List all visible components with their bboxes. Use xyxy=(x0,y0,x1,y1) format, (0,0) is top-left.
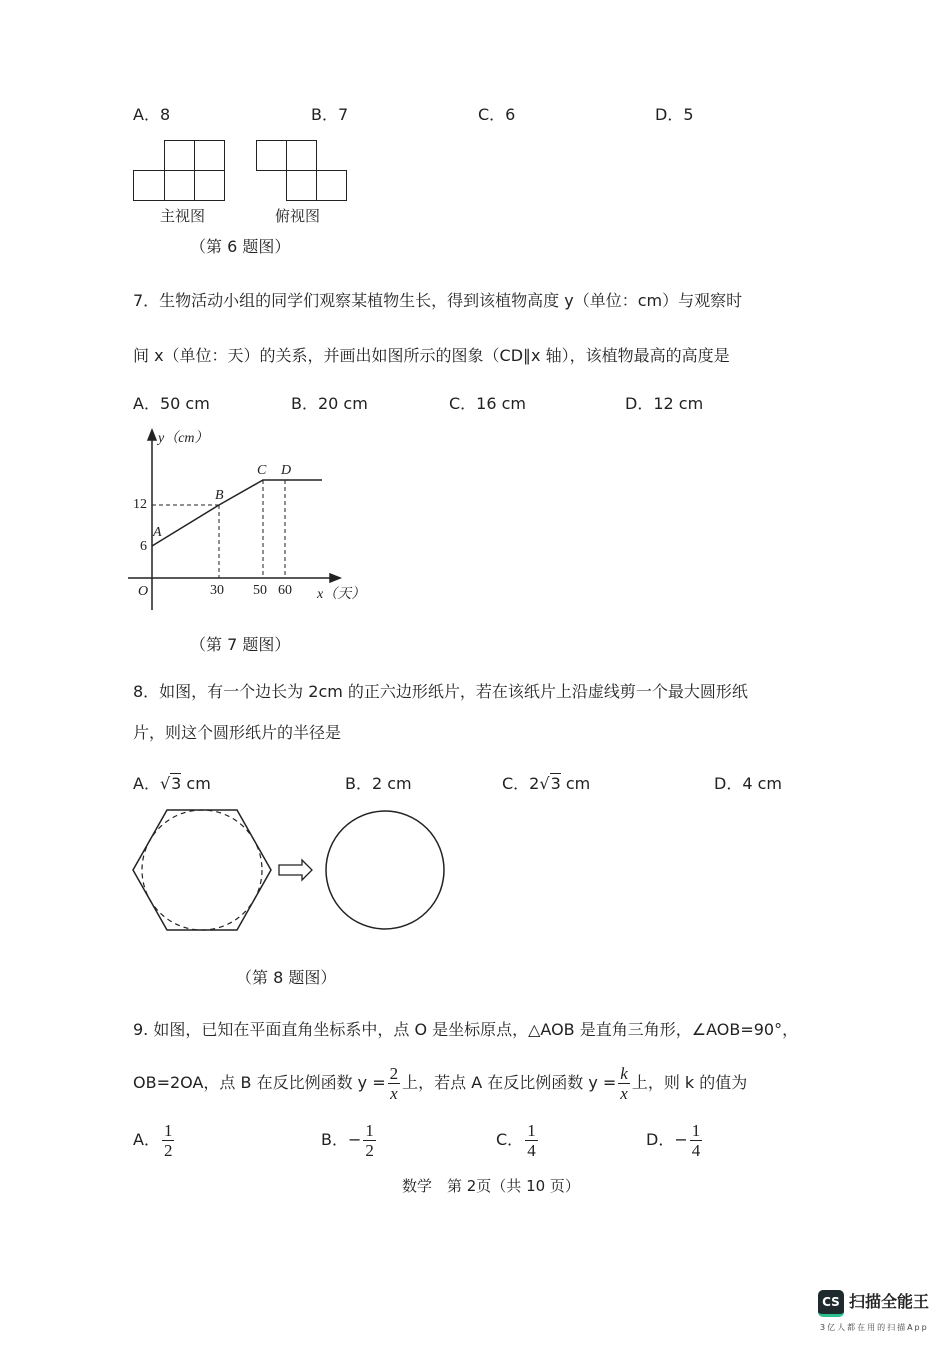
top-view-label: 俯视图 xyxy=(275,207,321,225)
q7-text-line1: 7．生物活动小组的同学们观察某植物生长，得到该植物高度 y（单位：cm）与观察时 xyxy=(133,291,743,310)
q8-option-a: A．√3 cm xyxy=(133,774,211,793)
arrow-right-icon xyxy=(279,860,312,880)
q6-option-b: B．7 xyxy=(311,105,349,124)
point-b-label: B xyxy=(215,488,224,503)
q8-text-line2: 片，则这个圆形纸片的半径是 xyxy=(133,723,342,742)
point-d-label: D xyxy=(281,463,292,478)
camscanner-name: 扫描全能王 xyxy=(849,1292,930,1311)
q8-option-d: D．4 cm xyxy=(714,774,782,793)
q7-option-b: B．20 cm xyxy=(291,394,368,413)
q7-option-d: D．12 cm xyxy=(625,394,704,413)
q8-caption: （第 8 题图） xyxy=(236,968,337,987)
x-tick-50: 50 xyxy=(253,583,267,598)
hexagon xyxy=(133,810,271,930)
cut-circle xyxy=(326,811,444,929)
page-footer: 数学 第 2页（共 10 页） xyxy=(402,1177,580,1195)
q7-text-line2: 间 x（单位：天）的关系，并画出如图所示的图象（CD∥x 轴），该植物最高的高度是 xyxy=(133,346,730,365)
q9-option-a: A． $\frac{1}{2}$ xyxy=(133,1121,173,1160)
q6-option-a: A．8 xyxy=(133,105,171,124)
q6-caption: （第 6 题图） xyxy=(190,237,291,256)
q7-option-c: C．16 cm xyxy=(449,394,527,413)
point-c-label: C xyxy=(257,463,267,478)
y-axis-arrow xyxy=(148,430,156,440)
front-view-label: 主视图 xyxy=(160,207,206,225)
q6-option-d: D．5 xyxy=(655,105,694,124)
q8-option-b: B．2 cm xyxy=(345,774,412,793)
x-axis-label: x（天） xyxy=(317,587,366,602)
camscanner-tagline: 3亿人都在用的扫描App xyxy=(820,1323,929,1332)
q9-text-line2: OB=2OA，点 B 在反比例函数 y = $\frac{2}{x}$ 上，若点 A 在反比例函数 y = $\frac{k}{x}$ 上，则 k 的值为 xyxy=(133,1064,748,1103)
q7-option-a: A．50 cm xyxy=(133,394,210,413)
camscanner-logo: CS xyxy=(818,1290,844,1317)
q9-option-c: C． $\frac{1}{4}$ xyxy=(496,1121,536,1160)
point-a-label: A xyxy=(153,525,162,540)
q9-text-line1: 9. 如图，已知在平面直角坐标系中，点 O 是坐标原点，△AOB 是直角三角形，∠AOB=90°， xyxy=(133,1020,799,1039)
x-axis-arrow xyxy=(330,574,340,582)
y-tick-6: 6 xyxy=(140,539,147,554)
x-tick-30: 30 xyxy=(210,583,224,598)
inscribed-circle-dashed xyxy=(142,810,262,930)
q7-caption: （第 7 题图） xyxy=(190,635,291,654)
q9-option-b: B．− $\frac{1}{2}$ xyxy=(321,1121,374,1160)
y-axis-label: y（cm） xyxy=(158,431,209,446)
growth-line xyxy=(152,480,322,546)
q9-option-d: D．− $\frac{1}{4}$ xyxy=(646,1121,701,1160)
q8-option-c: C．2√3 cm xyxy=(502,774,591,793)
origin-label: O xyxy=(138,584,149,599)
q6-option-c: C．6 xyxy=(478,105,516,124)
q8-text-line1: 8．如图，有一个边长为 2cm 的正六边形纸片，若在该纸片上沿虚线剪一个最大圆形纸 xyxy=(133,682,748,701)
x-tick-60: 60 xyxy=(278,583,292,598)
y-tick-12: 12 xyxy=(133,497,147,512)
